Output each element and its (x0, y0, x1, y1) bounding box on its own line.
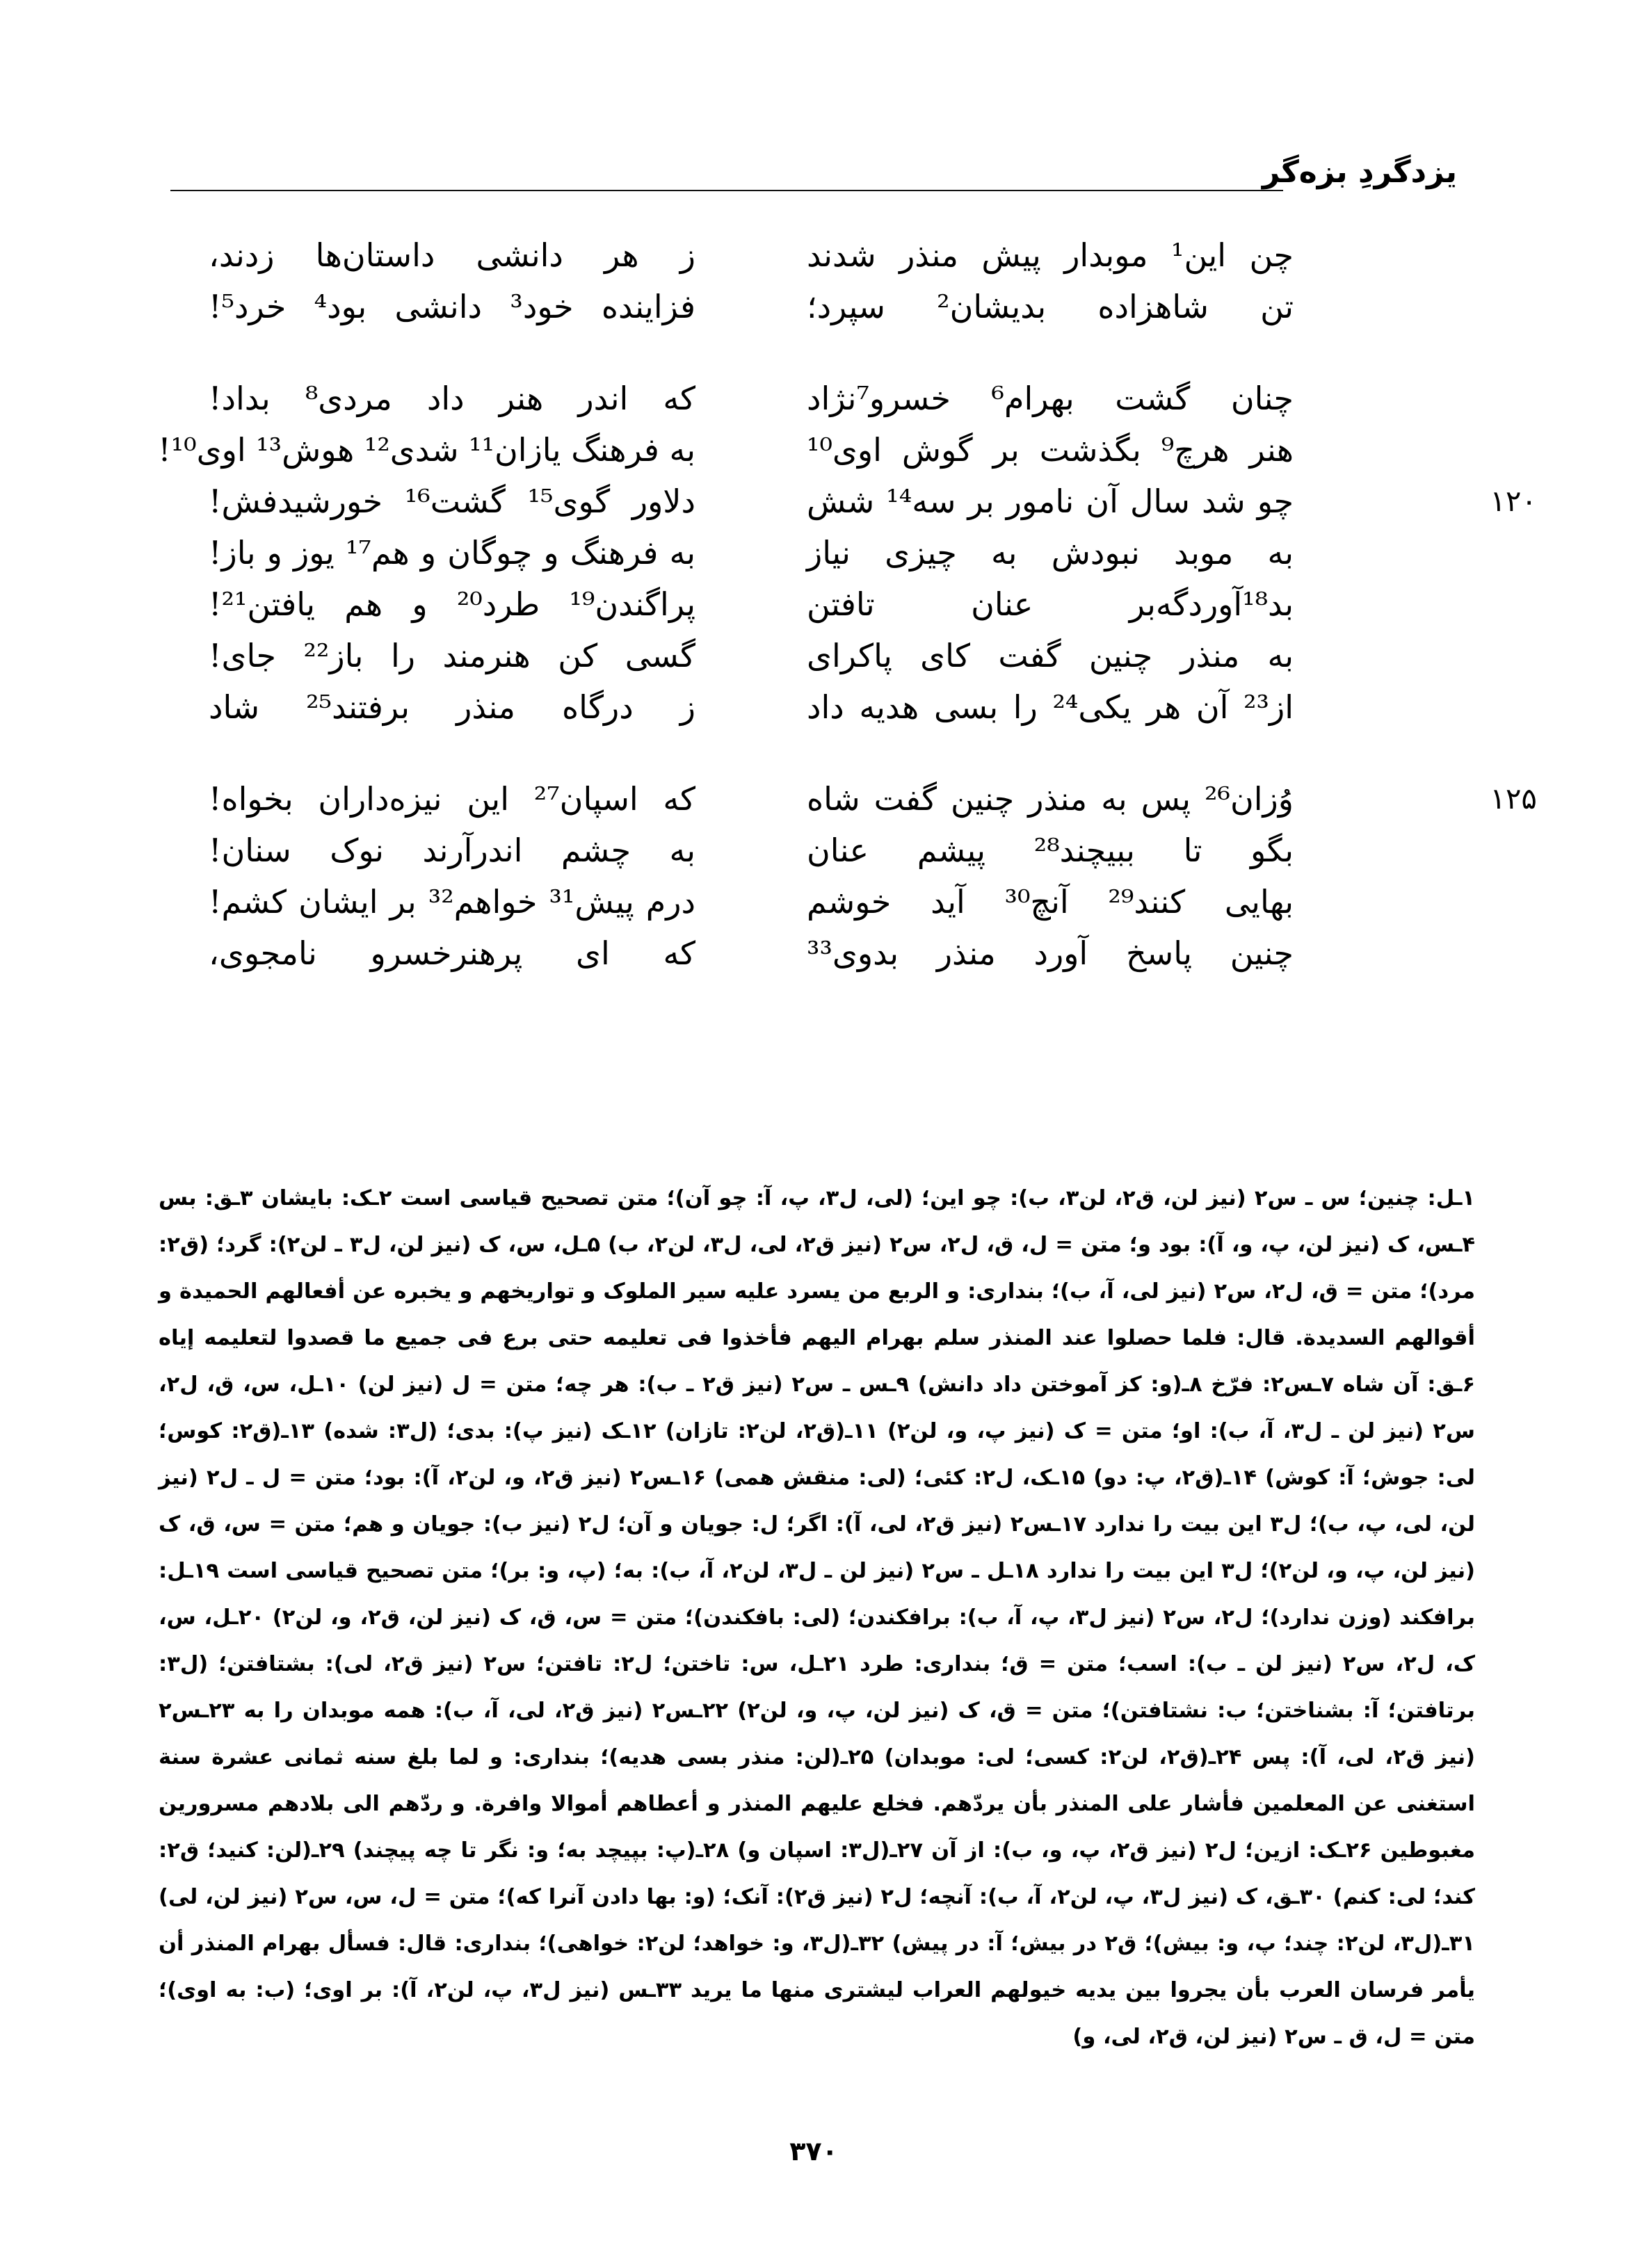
hemistich-second: به فرهنگ و چوگان و هم¹⁷ یوز و باز! (209, 534, 695, 572)
verse-section (158, 229, 1537, 1019)
chapter-title: یزدگردِ بزه‌گر (1262, 154, 1457, 190)
line-number: ۱۲۰ (1490, 484, 1537, 518)
stanza-3 (209, 773, 1537, 979)
hemistich-second: درم پیش³¹ خواهم³² بر ایشان کشم! (209, 883, 695, 921)
running-header (170, 153, 1457, 195)
hemistich-first: تن شاهزاده بدیشان² سپرد؛ (807, 288, 1294, 325)
hemistich-first: بد¹⁸آوردگه‌بر عنان تافتن (807, 585, 1294, 623)
verse-row (209, 825, 1460, 876)
verse-row (209, 681, 1460, 733)
hemistich-first: از²³ آن هر یکی²⁴ را بسی هدیه داد (807, 688, 1294, 726)
stanza-1 (209, 229, 1460, 332)
hemistich-second: که اندر هنر داد مردی⁸ بداد! (209, 380, 695, 417)
footnotes: ۱ـل: چنین؛ س ـ س۲ (نیز لن، ق۲، لن۳، ب): چو این؛ (لی، ل۳، پ، آ: چو آن)؛ متن تصحیح قیاسی است ۲ـک: بایشان ۳ـق: بس ۴ـس، ک (نیز لن، پ، و، آ): بود و؛ متن = ل، ق، ل۲، س۲ (نیز ق۲، لی، ل۳، لن۲، ب) ۵ـل، س، ک (نیز لن، ل۳ ـ لن۲): گرد؛ (ق۲: مرد)؛ متن = ق، ل۲، س۲ (نیز لی، آ، ب)؛ بنداری: و الربع من یسرد علیه سیر الملوک و تواریخهم و یخبره عن أفعالهم الحمیدة و أقوالهم السدیدة. قال: فلما حصلوا عند المنذر سلم بهرام الیهم فأخذوا فی تعلیمه حتی برع فی جمیع ما قصدوا لتعلیمه إیاه ۶ـق: آن شاه ۷ـس۲: فرّخ ۸ـ(و: کز آموختن داد دانش) ۹ـس ـ س۲ (نیز ق۲ ـ ب): هر چه؛ متن = ل (نیز لن) ۱۰ـل، س، ق، ل۲، س۲ (نیز لن ـ ل۳، آ، ب): او؛ متن = ک (نیز پ، و، لن۲) ۱۱ـ(ق۲، لن۲: تازان) ۱۲ـک (نیز پ): بدی؛ (ل۳: شده) ۱۳ـ(ق۲: کوس؛ لی: جوش؛ آ: کوش) ۱۴ـ(ق۲، پ: دو) ۱۵ـک، ل۲: کئی؛ (لی: منقش همی) ۱۶ـس۲ (نیز ق۲، و، لن۲، آ): بود؛ متن = ل ـ ل۲ (نیز لن، لی، پ، ب)؛ ل۳ این بیت را ندارد ۱۷ـس۲ (نیز ق۲، لی، آ): اگر؛ ل: جویان و آن؛ ل۲ (نیز ب): جویان و هم؛ متن = س، ق، ک (نیز لن، پ، و، لن۲)؛ ل۳ این بیت را ندارد ۱۸ـل ـ س۲ (نیز لن ـ ل۳، لن۲، آ، ب): به؛ (پ، و: بر)؛ متن تصحیح قیاسی است ۱۹ـل: برافکند (وزن ندارد)؛ ل۲، س۲ (نیز ل۳، پ، آ، ب): برافکندن؛ (لی: بافکندن)؛ متن = س، ق، ک (نیز لن، ق۲، و، لن۲) ۲۰ـل، س، ک، ل۲، س۲ (نیز لن ـ ب): اسب؛ متن = ق؛ بنداری: طرد ۲۱ـل، س: تاختن؛ ل۲: تافتن؛ س۲ (نیز ق۲، لی): بشتافتن؛ (ل۳: برتافتن؛ آ: بشناختن؛ ب: نشتافتن)؛ متن = ق، ک (نیز لن، پ، و، لن۲) ۲۲ـس۲ (نیز ق۲، لی، آ، ب): همه موبدان را به ۲۳ـس۲ (نیز ق۲، لی، آ): پس ۲۴ـ(ق۲، لن۲: کسی؛ لی: موبدان) ۲۵ـ(لن: منذر بسی هدیه)؛ بنداری: و لما بلغ سنه ثمانی عشرة سنة استغنی عن المعلمین فأشار علی المنذر بأن یردّهم. فخلع علیهم المنذر و أعطاهم أموالا وافرة. و ردّهم الی بلادهم مسرورین مغبوطین ۲۶ـک: ازین؛ ل۲ (نیز ق۲، پ، و، ب): از آن ۲۷ـ(ل۳: اسپان و) ۲۸ـ(پ: بپیچد به؛ و: نگر تا چه پیچند) ۲۹ـ(لن: کنید؛ ق۲: کند؛ لی: کنم) ۳۰ـق، ک (نیز ل۳، پ، لن۲، آ، ب): آنچه؛ ل۲ (نیز ق۲): آنک؛ (و: بها دادن آنرا که)؛ متن = ل، س، س۲ (نیز لن، لی) ۳۱ـ(ل۳، لن۲: چند؛ پ، و: بیش)؛ ق۲ در بیش؛ آ: در پیش) ۳۲ـ(ل۳، و: خواهد؛ لن۲: خواهی)؛ بنداری: قال: فسأل بهرام المنذر أن یأمر فرسان العرب بأن یجروا بین یدیه خیولهم العراب لیشتری منها ما یرید ۳۳ـس (نیز ل۳، پ، لن۲، آ): بر اوی؛ (ب: به اوی)؛ متن = ل، ق ـ س۲ (نیز لن، ق۲، لی، و) (159, 1186, 1476, 2049)
hemistich-first: بهایی کنند²⁹ آنچ³⁰ آید خوشم (807, 883, 1294, 921)
verse-row (209, 281, 1460, 332)
header-rule (170, 190, 1283, 191)
hemistich-second: پراگندن¹⁹ طرد²⁰ و هم یافتن²¹! (209, 585, 695, 623)
hemistich-second: گسی کن هنرمند را باز²² جای! (209, 637, 695, 674)
verse-row (209, 928, 1460, 979)
verse-row (209, 578, 1460, 630)
hemistich-first: به موبد نبودش به چیزی نیاز (807, 534, 1294, 572)
hemistich-second: به فرهنگ یازان¹¹ شدی¹² هوش¹³ اوی¹⁰! (158, 431, 695, 469)
verse-row (158, 424, 1460, 476)
hemistich-first: چن این¹ موبدار پیش منذر شدند (807, 236, 1294, 274)
stanza-2 (158, 373, 1537, 733)
hemistich-second: فزاینده خود³ دانشی بود⁴ خرد⁵! (209, 288, 695, 325)
hemistich-second: که ای پرهنرخسرو نامجوی، (209, 934, 695, 972)
page-number: ۳۷۰ (789, 2136, 838, 2166)
hemistich-second: که اسپان²⁷ این نیزه‌داران بخواه! (209, 780, 695, 818)
verse-row (209, 773, 1537, 825)
line-number: ۱۲۵ (1490, 781, 1537, 816)
verse-row (209, 373, 1460, 424)
verse-row (209, 229, 1460, 281)
hemistich-second: ز درگاه منذر برفتند²⁵ شاد (209, 688, 695, 726)
verse-row (209, 630, 1460, 681)
verse-row (209, 476, 1537, 527)
hemistich-second: به چشم اندرآرند نوک سنان! (209, 832, 695, 869)
hemistich-first: چنین پاسخ آورد منذر بدوی³³ (807, 934, 1294, 972)
hemistich-first: وُزان²⁶ پس به منذر چنین گفت شاه (807, 780, 1294, 818)
verse-row (209, 876, 1460, 928)
hemistich-first: هنر هرچ⁹ بگذشت بر گوش اوی¹⁰ (807, 431, 1294, 469)
hemistich-first: چنان گشت بهرام⁶ خسرو⁷نژاد (807, 380, 1294, 417)
hemistich-first: بگو تا ببیچند²⁸ پیشم عنان (807, 832, 1294, 869)
verse-row (209, 527, 1460, 578)
hemistich-first: به منذر چنین گفت کای پاکرای (807, 637, 1294, 674)
hemistich-first: چو شد سال آن نامور بر سه¹⁴ شش (807, 483, 1294, 520)
hemistich-second: دلاور گوی¹⁵ گشت¹⁶ خورشیدفش! (209, 483, 696, 520)
hemistich-second: ز هر دانشی داستان‌ها زدند، (209, 236, 695, 274)
